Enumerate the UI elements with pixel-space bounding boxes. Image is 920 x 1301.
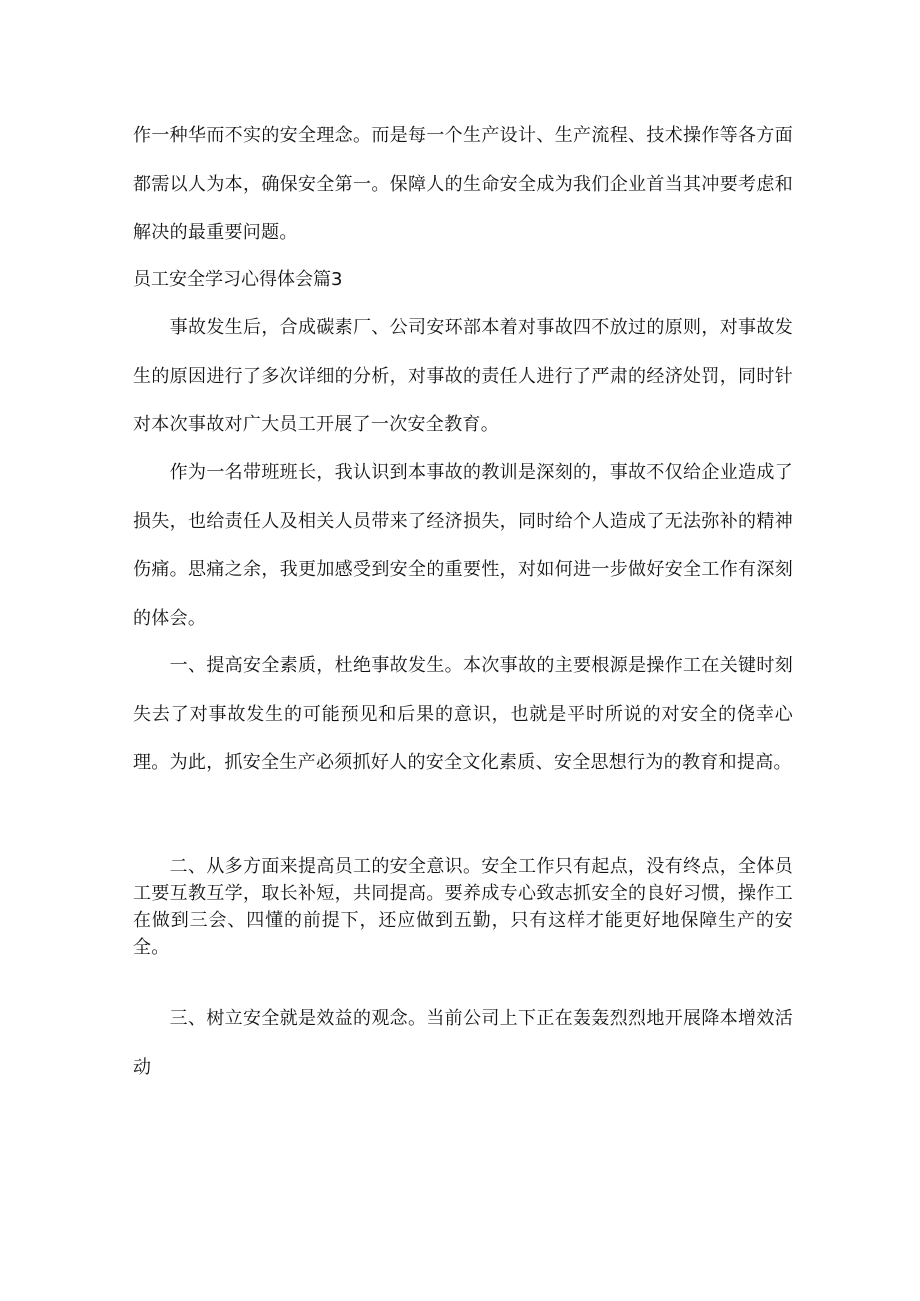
paragraph-point-one: 一、提高安全素质，杜绝事故发生。本次事故的主要根源是操作工在关键时刻失去了对事故发生的可能预见和后果的意识，也就是平时所说的对安全的侥幸心理。为此，抓安全生产必须抓好人的安全文化素质、安全思想行为的教育和提高。 [133, 655, 793, 773]
paragraph-team-leader-reflection: 作为一名带班班长，我认识到本事故的教训是深刻的，事故不仅给企业造成了损失，也给责任人及相关人员带来了经济损失，同时给个人造成了无法弥补的精神伤痛。思痛之余，我更加感受到安全的重要性，对如何进一步做好安全工作有深刻的体会。 [133, 462, 793, 629]
paragraph-point-three: 三、树立安全就是效益的观念。当前公司上下正在轰轰烈烈地开展降本增效活动 [133, 1008, 793, 1078]
intro-paragraph: 作一种华而不实的安全理念。而是每一个生产设计、生产流程、技术操作等各方面都需以人为本，确保安全第一。保障人的生命安全成为我们企业首当其冲要考虑和解决的最重要问题。 [133, 125, 793, 243]
section-heading: 员工安全学习心得体会篇3 [133, 269, 343, 290]
paragraph-accident-analysis: 事故发生后，合成碳素厂、公司安环部本着对事故四不放过的原则，对事故发生的原因进行了多次详细的分析，对事故的责任人进行了严肃的经济处罚，同时针对本次事故对广大员工开展了一次安全教育。 [133, 317, 793, 435]
paragraph-point-two: 二、从多方面来提高员工的安全意识。安全工作只有起点，没有终点，全体员工要互教互学，取长补短，共同提高。要养成专心致志抓安全的良好习惯，操作工在做到三会、四懂的前提下，还应做到五勤，只有这样才能更好地保障生产的安全。 [133, 856, 793, 958]
